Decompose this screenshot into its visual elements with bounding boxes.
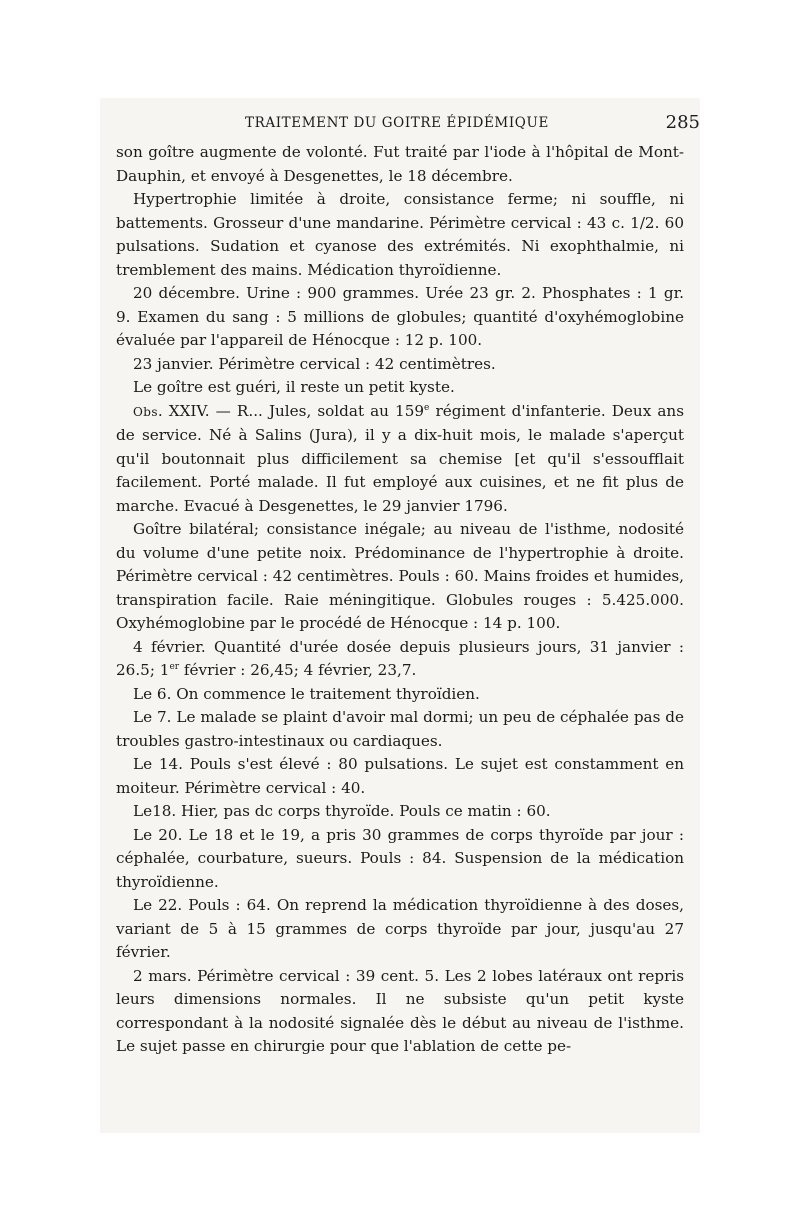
paragraph: Le18. Hier, pas dc corps thyroïde. Pouls ce matin : 60. <box>133 802 551 820</box>
paragraph: Le 14. Pouls s'est élevé : 80 pulsations. Le sujet est constamment en moiteur. Périmètre cervical : 40. <box>116 755 684 797</box>
paragraph: son goître augmente de volonté. Fut traité par l'iode à l'hôpital de Mont-Dauphin, et envoyé à Desgenettes, le 18 décembre. <box>116 143 684 185</box>
paragraph: 23 janvier. Périmètre cervical : 42 centimètres. <box>133 354 496 373</box>
paragraph: 20 décembre. Urine : 900 grammes. Urée 23 gr. 2. Phosphates : 1 gr. 9. Examen du sang : 5 millions de globules; quantité d'oxyhémoglobine évaluée par l'appareil de Hénocque : 12 p. 100. <box>116 284 684 349</box>
paragraph: 2 mars. Périmètre cervical : 39 cent. 5. Les 2 lobes latéraux ont repris leurs dimensions normales. Il ne subsiste qu'un petit kyste correspondant à la nodosité signalée dès le début au niveau de l'isthme. Le sujet passe en chirurgie pour que l'ablation de cette pe- <box>116 966 684 1055</box>
paragraph: Le 20. Le 18 et le 19, a pris 30 grammes de corps thyroïde par jour : céphalée, courbature, sueurs. Pouls : 84. Suspension de la médication thyroïdienne. <box>116 825 684 891</box>
superscript: er <box>169 662 180 672</box>
paragraph: Le 7. Le malade se plaint d'avoir mal dormi; un peu de céphalée pas de troubles gastro-intestinaux ou cardiaques. <box>116 708 684 750</box>
running-title: TRAITEMENT DU GOITRE ÉPIDÉMIQUE <box>245 115 549 131</box>
superscript: e <box>424 402 430 413</box>
page-number: 285 <box>665 112 700 133</box>
observation-text-continued: régiment d'infanterie. Deux ans de service. Né à Salins (Jura), il y a dix-huit mois, le malade s'aperçut qu'il boutonnait plus difficilement sa chemise [et qu'il s'essoufflait facilement. Porté malade. Il fut employé aux cuisines, et ne fit plus de marche. Evacué à Desgenettes, le 29 janvier 1796. <box>116 401 684 515</box>
paragraph: Hypertrophie limitée à droite, consistance ferme; ni souffle, ni battements. Grosseur d'une mandarine. Périmètre cervical : 43 c. 1/2. 60 pulsations. Sudation et cyanose des extrémités. Ni exophthalmie, ni tremblement des mains. Médication thyroïdienne. <box>116 190 684 279</box>
paragraph: Le 22. Pouls : 64. On reprend la médication thyroïdienne à des doses, variant de 5 à 15 grammes de corps thyroïde par jour, jusqu'au 27 février. <box>116 896 684 961</box>
paragraph-text-continued: février : 26,45; 4 février, 23,7. <box>179 661 417 679</box>
running-header <box>115 112 700 134</box>
observation-label: Obs <box>133 404 158 419</box>
observation-paragraph <box>116 400 684 519</box>
body-text <box>116 141 684 1059</box>
paragraph: Le goître est guéri, il reste un petit kyste. <box>133 378 455 396</box>
paragraph: Le 6. On commence le traitement thyroïdien. <box>133 684 480 703</box>
observation-text: . XXIV. — R... Jules, soldat au 159 <box>157 401 425 420</box>
paragraph-text: 4 février. Quantité d'urée dosée depuis plusieurs jours, 31 janvier : 26.5; 1 <box>116 637 684 679</box>
paragraph: Goître bilatéral; consistance inégale; au niveau de l'isthme, nodosité du volume d'une petite noix. Prédominance de l'hypertrophie à droite. Périmètre cervical : 42 centimètres. Pouls : 60. Mains froides et humides, transpiration facile. Raie méningitique. Globules rouges : 5.425.000. Oxyhémoglobine par le procédé de Hénocque : 14 p. 100. <box>116 520 684 632</box>
paragraph <box>116 636 684 683</box>
